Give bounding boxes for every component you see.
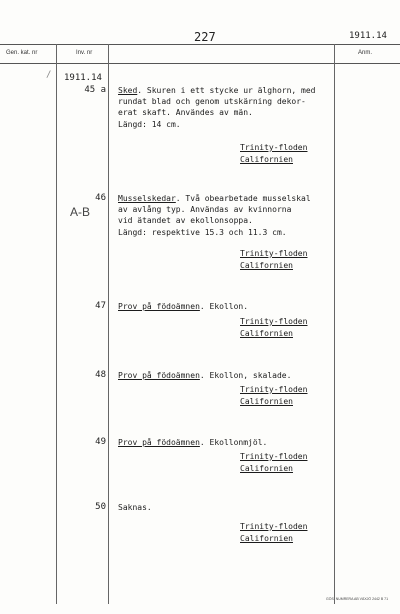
entry-line: Sked. Skuren i ett stycke ur älghorn, med: [118, 86, 316, 95]
entry-inv-number: 49: [95, 437, 106, 447]
entry-description: [118, 85, 348, 130]
entry-line: Prov på födoämnen. Ekollonmjöl.: [118, 438, 268, 447]
column-header-gen-kat-nr: Gen. kat. nr: [6, 50, 38, 56]
entry-line: Musselskedar. Två obearbetade musselskal: [118, 194, 311, 203]
header-rule-top: [0, 44, 400, 45]
column-divider-2: [108, 44, 109, 604]
printer-footer: GÖS. NUMRERA AB VÄXJÖ 2442 B 71: [326, 597, 389, 601]
entry-provenance: [240, 248, 307, 271]
entry-inv-number: 45 a: [84, 85, 106, 95]
entry-line: Längd: respektive 15.3 och 11.3 cm.: [118, 227, 287, 237]
margin-tick-mark: /: [46, 70, 52, 80]
entry-line: Saknas.: [118, 503, 152, 512]
entry-description: [118, 301, 348, 312]
entry-inv-number: 46: [95, 193, 106, 203]
entry-description: [118, 437, 348, 448]
entry-inv-sub: A-B: [70, 205, 91, 219]
entry-provenance: [240, 316, 307, 339]
provenance-line: Trinity-floden: [240, 143, 308, 152]
entry-inv-number: 48: [95, 370, 106, 380]
entry-provenance: [240, 142, 307, 165]
column-divider-1: [56, 44, 57, 604]
provenance-line: Trinity-floden: [240, 317, 308, 326]
entry-line: rundat blad och genom utskärning dekor-: [118, 97, 306, 107]
header-year: 1911.14: [349, 31, 387, 41]
provenance-line: Trinity-floden: [240, 385, 308, 394]
provenance-line: Californien: [240, 328, 293, 338]
entry-line: av avlång typ. Användas av kvinnorna: [118, 205, 292, 215]
entry-line: Längd: 14 cm.: [118, 119, 181, 129]
entry-line: Prov på födoämnen. Ekollon, skalade.: [118, 371, 292, 380]
provenance-line: Trinity-floden: [240, 522, 308, 531]
provenance-line: Californien: [240, 463, 293, 473]
entry-line: erat skaft. Användes av män.: [118, 108, 253, 118]
entry-object-name: Prov på födoämnen: [118, 371, 200, 380]
provenance-line: Californien: [240, 154, 293, 164]
entry-description: [118, 502, 348, 513]
column-header-anm: Anm.: [358, 50, 373, 56]
column-header-inv-nr: Inv. nr: [76, 50, 93, 56]
provenance-line: Californien: [240, 260, 293, 270]
entry-inv-number: 50: [95, 502, 106, 512]
entry-object-name: Sked: [118, 86, 138, 95]
provenance-line: Trinity-floden: [240, 452, 308, 461]
entry-provenance: [240, 384, 307, 407]
entry-object-name: Prov på födoämnen: [118, 302, 200, 311]
entry-description: [118, 193, 348, 238]
entry-provenance: [240, 521, 307, 544]
entry-object-name: Musselskedar: [118, 194, 176, 203]
entry-line: Prov på födoämnen. Ekollon.: [118, 302, 249, 311]
provenance-line: Californien: [240, 533, 293, 543]
entry-provenance: [240, 451, 307, 474]
entry-description: [118, 370, 348, 381]
entry-line: vid ätandet av ekollonsoppa.: [118, 216, 253, 226]
entry-inv-number: 47: [95, 301, 106, 311]
entry-object-name: Prov på födoämnen: [118, 438, 200, 447]
provenance-line: Californien: [240, 396, 293, 406]
page-number: 227: [194, 30, 216, 44]
header-rule-bottom: [0, 63, 400, 64]
entries-year: 1911.14: [64, 73, 102, 83]
provenance-line: Trinity-floden: [240, 249, 308, 258]
